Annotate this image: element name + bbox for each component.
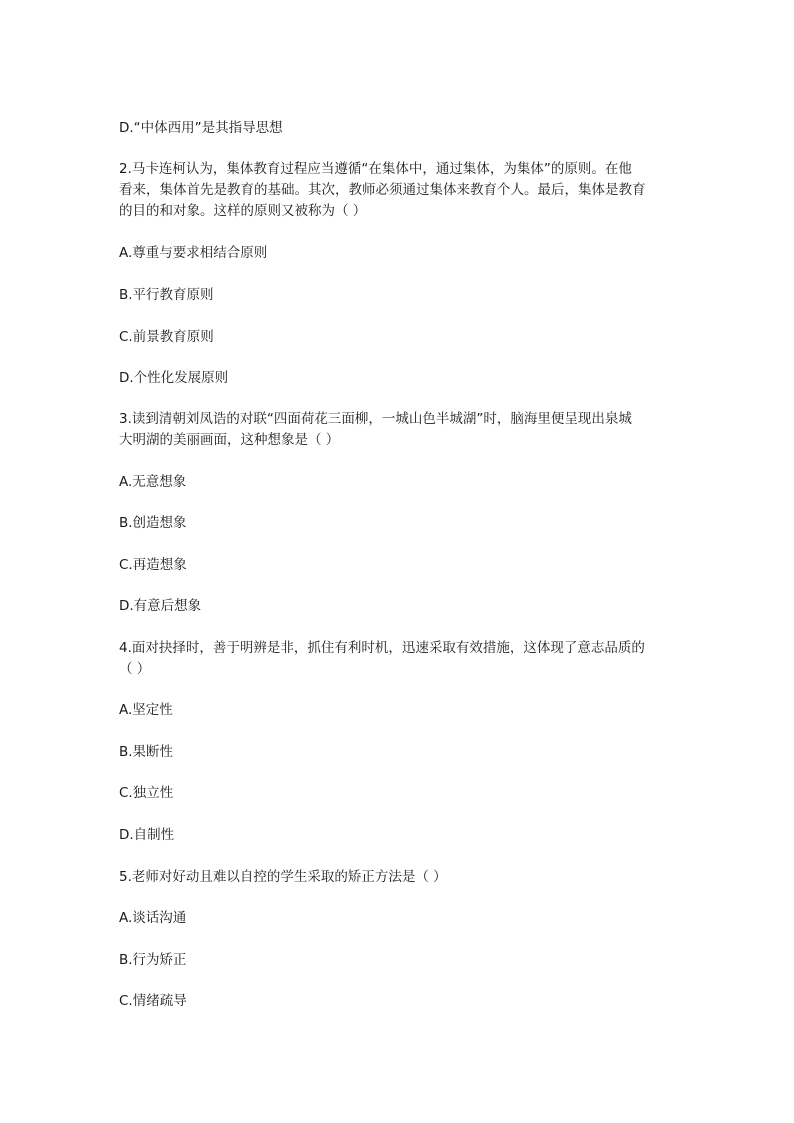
q2-option-c: C.前景教育原则: [119, 329, 214, 345]
q4-option-d: D.自制性: [119, 827, 175, 843]
q4-option-b: B.果断性: [119, 744, 174, 760]
q3-stem-line-1: 3.读到清朝刘凤诰的对联“四面荷花三面柳，一城山色半城湖”时，脑海里便呈现出泉城: [119, 411, 632, 427]
q3-option-a: A.无意想象: [119, 474, 187, 490]
q2-stem-line-2: 看来，集体首先是教育的基础。其次，教师必须通过集体来教育个人。最后，集体是教育: [119, 182, 646, 198]
q3-option-b: B.创造想象: [119, 515, 187, 531]
q2-stem-line-3: 的目的和对象。这样的原则又被称为（ ）: [119, 203, 367, 219]
q3-option-d: D.有意后想象: [119, 598, 202, 614]
q2-option-d: D.个性化发展原则: [119, 370, 229, 386]
q5-option-a: A.谈话沟通: [119, 910, 187, 926]
q2-option-b: B.平行教育原则: [119, 287, 214, 303]
q5-option-b: B.行为矫正: [119, 952, 187, 968]
q4-option-a: A.坚定性: [119, 702, 173, 718]
q2-stem-line-1: 2.马卡连柯认为，集体教育过程应当遵循“在集体中，通过集体，为集体”的原则。在他: [119, 161, 632, 177]
q5-option-c: C.情绪疏导: [119, 993, 187, 1009]
q3-stem-line-2: 大明湖的美丽画面，这种想象是（ ）: [119, 432, 340, 448]
q4-option-c: C.独立性: [119, 785, 174, 801]
q2-option-a: A.尊重与要求相结合原则: [119, 245, 268, 261]
q1-option-d: D.“中体西用”是其指导思想: [119, 120, 283, 136]
q5-stem-line-1: 5.老师对好动且难以自控的学生采取的矫正方法是（ ）: [119, 869, 447, 885]
q3-option-c: C.再造想象: [119, 557, 187, 573]
q4-stem-line-1: 4.面对抉择时，善于明辨是非，抓住有利时机，迅速采取有效措施，这体现了意志品质的: [119, 640, 645, 656]
q4-stem-line-2: （ ）: [119, 661, 151, 677]
